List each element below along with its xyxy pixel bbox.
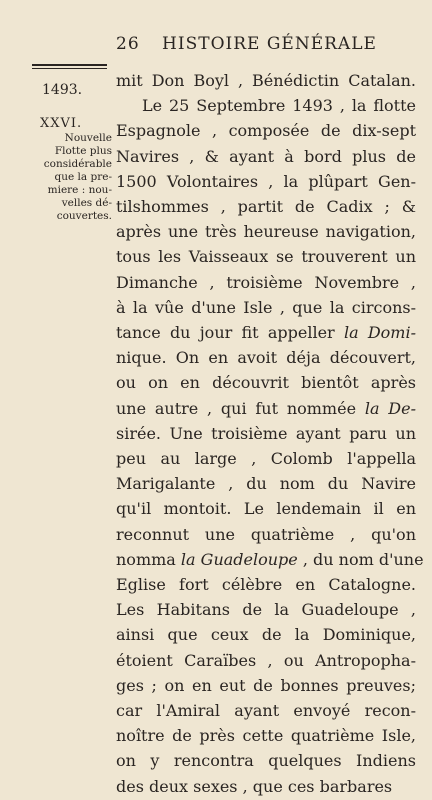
text-line: Marigalante , du nom du Navire: [116, 474, 416, 494]
text-line: Le 25 Septembre 1493 , la flotte: [142, 96, 416, 116]
decorative-rule: [32, 64, 107, 72]
section-number: XXVI.: [40, 116, 83, 131]
text-line: Les Habitans de la Guadeloupe ,: [116, 600, 416, 620]
text-line: peu au large , Colomb l'appella: [116, 449, 416, 469]
text-line: tous les Vaisseaux se trouverent un: [116, 247, 416, 267]
text-run: une autre , qui fut nommée: [116, 398, 357, 418]
margin-note-line: que la pre-: [54, 171, 112, 183]
margin-note-line: Nouvelle: [64, 132, 112, 144]
body-text: [116, 68, 424, 799]
text-line: car l'Amiral ayant envoyé recon-: [116, 701, 416, 721]
text-line: [116, 320, 416, 345]
text-line: Eglise fort célèbre en Catalogne.: [116, 575, 416, 595]
text-line: reconnut une quatrième , qu'on: [116, 524, 416, 544]
text-line: ges ; on en eut de bonnes preuves;: [116, 675, 416, 695]
text-line: [116, 547, 424, 572]
margin-year: 1493.: [42, 82, 83, 98]
margin-note: [30, 132, 112, 223]
text-line: nique. On en avoit déja découvert,: [116, 348, 416, 368]
italic-place-name: la Domi-: [343, 323, 417, 343]
text-line: ainsi que ceux de la Dominique,: [116, 625, 416, 645]
italic-place-name: la De-: [364, 398, 416, 418]
text-line: qu'il montoit. Le lendemain il en: [116, 499, 416, 519]
text-line: Espagnole , composée de dix-sept: [116, 121, 416, 141]
text-line: [116, 396, 416, 421]
text-line: Navires , & ayant à bord plus de: [116, 146, 416, 166]
text-line: 1500 Volontaires , la plûpart Gen-: [116, 171, 416, 191]
text-line: sirée. Une troisième ayant paru un: [116, 423, 416, 443]
text-line: ou on en découvrit bientôt après: [116, 373, 416, 393]
page-number: 26: [116, 34, 140, 54]
margin-note-line: velles dé-: [61, 197, 112, 209]
text-line: après une très heureuse navigation,: [116, 222, 416, 242]
text-line: tilshommes , partit de Cadix ; &: [116, 197, 416, 217]
text-line: à la vûe d'une Isle , que la circons-: [116, 297, 416, 317]
text-line: des deux sexes , que ces barbares: [116, 776, 393, 796]
text-run: , du nom d'une: [302, 549, 424, 569]
text-line: mit Don Boyl , Bénédictin Catalan.: [116, 71, 416, 90]
margin-note-line: couvertes.: [56, 210, 112, 222]
text-run: nomma: [116, 549, 176, 569]
text-line: étoient Caraïbes , ou Antropopha-: [116, 650, 416, 670]
text-line: noître de près cette quatrième Isle,: [116, 726, 416, 746]
margin-note-line: considérable: [43, 158, 112, 170]
text-run: tance du jour fit appeller: [116, 323, 335, 343]
running-title: HISTOIRE GÉNÉRALE: [162, 34, 377, 54]
text-line: on y rencontra quelques Indiens: [116, 751, 416, 771]
italic-place-name: la Guadeloupe: [180, 549, 298, 569]
text-line: Dimanche , troisième Novembre ,: [116, 272, 416, 292]
margin-note-line: Flotte plus: [54, 145, 112, 157]
running-header: [116, 34, 377, 54]
margin-note-line: miere : nou-: [47, 184, 112, 196]
